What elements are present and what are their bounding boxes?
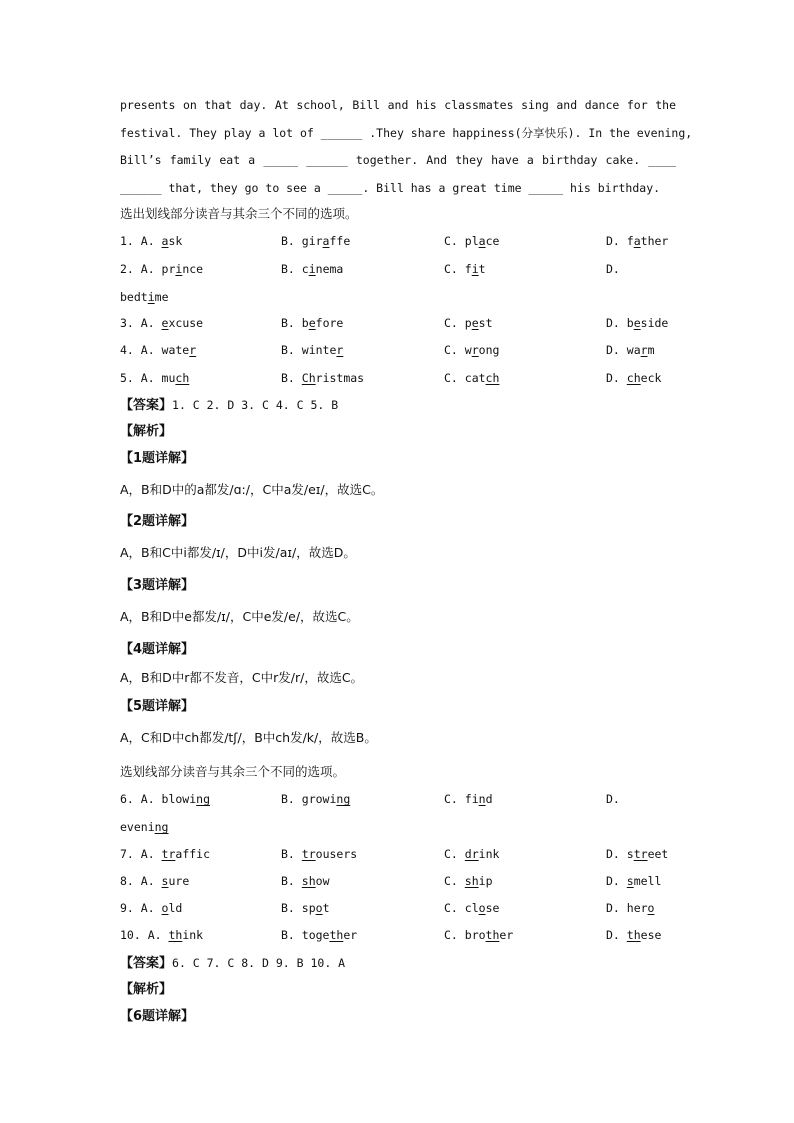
option-d-continued: evening xyxy=(120,820,169,834)
question-3 xyxy=(120,316,680,332)
option-c: C. drink xyxy=(444,847,500,861)
option-d-label: D. xyxy=(606,792,620,806)
option-b: B. Christmas xyxy=(281,371,365,385)
option-a: 6. A. blowing xyxy=(120,792,211,806)
option-a: 10. A. think xyxy=(120,928,204,942)
option-b: B. show xyxy=(281,874,330,888)
option-a: 3. A. excuse xyxy=(120,316,204,330)
question-6 xyxy=(120,792,680,808)
detail-label-3: 【3题详解】 xyxy=(120,578,195,593)
option-b: B. cinema xyxy=(281,262,344,276)
question-8 xyxy=(120,874,680,890)
question-10 xyxy=(120,928,680,944)
detail-label-1: 【1题详解】 xyxy=(120,451,195,466)
detail-label-5: 【5题详解】 xyxy=(120,699,195,714)
option-d-label: D. xyxy=(606,262,620,276)
question-4 xyxy=(120,343,680,359)
option-c: C. pest xyxy=(444,316,493,330)
option-d: D. check xyxy=(606,371,662,385)
answer-line-2 xyxy=(120,955,345,972)
detail-label-6: 【6题详解】 xyxy=(120,1009,195,1024)
option-d: D. hero xyxy=(606,901,655,915)
reading-passage xyxy=(120,92,693,202)
option-a: 9. A. old xyxy=(120,901,183,915)
analysis-label: 【解析】 xyxy=(120,982,173,997)
passage-line: festival. They play a lot of ______ .They share happiness(分享快乐). In the evening, xyxy=(120,125,693,140)
option-a: 4. A. water xyxy=(120,343,197,357)
answer-label: 【答案】 xyxy=(120,398,173,413)
detail-text-2: A，B和C中i都发/ɪ/，D中i发/aɪ/，故选D。 xyxy=(120,545,356,560)
option-b: B. trousers xyxy=(281,847,358,861)
option-a: 2. A. prince xyxy=(120,262,204,276)
option-d: D. father xyxy=(606,234,669,248)
detail-label-2: 【2题详解】 xyxy=(120,514,195,529)
option-c: C. brother xyxy=(444,928,514,942)
detail-text-1: A，B和D中的a都发/ɑ:/，C中a发/eɪ/，故选C。 xyxy=(120,482,384,497)
question-9 xyxy=(120,901,680,917)
option-c: C. find xyxy=(444,792,493,806)
option-d: D. smell xyxy=(606,874,662,888)
option-d: D. street xyxy=(606,847,669,861)
passage-line: ______ that, they go to see a _____. Bill has a great time _____ his birthday. xyxy=(120,180,661,195)
detail-text-3: A，B和D中e都发/ɪ/，C中e发/e/，故选C。 xyxy=(120,609,359,624)
option-d-continued: bedtime xyxy=(120,290,169,304)
answer-line-1 xyxy=(120,397,338,414)
section1-instruction: 选出划线部分读音与其余三个不同的选项。 xyxy=(120,206,358,221)
passage-line: presents on that day. At school, Bill and his classmates sing and dance for the xyxy=(120,98,676,112)
answer-values: 1. C 2. D 3. C 4. C 5. B xyxy=(172,398,339,412)
question-1 xyxy=(120,234,680,250)
option-a: 5. A. much xyxy=(120,371,190,385)
option-c: C. place xyxy=(444,234,500,248)
option-c: C. catch xyxy=(444,371,500,385)
option-d: D. these xyxy=(606,928,662,942)
detail-text-5: A，C和D中ch都发/tʃ/，B中ch发/k/，故选B。 xyxy=(120,730,377,745)
question-7 xyxy=(120,847,680,863)
option-c: C. wrong xyxy=(444,343,500,357)
option-d: D. beside xyxy=(606,316,669,330)
answer-label: 【答案】 xyxy=(120,956,173,971)
option-a: 7. A. traffic xyxy=(120,847,211,861)
option-b: B. giraffe xyxy=(281,234,351,248)
option-d: D. warm xyxy=(606,343,655,357)
question-2 xyxy=(120,262,680,278)
option-b: B. before xyxy=(281,316,344,330)
option-c: C. ship xyxy=(444,874,493,888)
detail-label-4: 【4题详解】 xyxy=(120,642,195,657)
option-a: 8. A. sure xyxy=(120,874,190,888)
option-b: B. together xyxy=(281,928,358,942)
option-b: B. winter xyxy=(281,343,344,357)
option-a: 1. A. ask xyxy=(120,234,183,248)
question-5 xyxy=(120,371,680,387)
option-b: B. growing xyxy=(281,792,351,806)
passage-line: Bill’s family eat a _____ ______ together. And they have a birthday cake. ____ xyxy=(120,153,676,167)
option-c: C. close xyxy=(444,901,500,915)
option-b: B. spot xyxy=(281,901,330,915)
section2-instruction: 选划线部分读音与其余三个不同的选项。 xyxy=(120,764,346,779)
answer-values: 6. C 7. C 8. D 9. B 10. A xyxy=(172,956,346,970)
option-c: C. fit xyxy=(444,262,486,276)
analysis-label: 【解析】 xyxy=(120,424,173,439)
detail-text-4: A，B和D中r都不发音，C中r发/r/，故选C。 xyxy=(120,670,364,685)
